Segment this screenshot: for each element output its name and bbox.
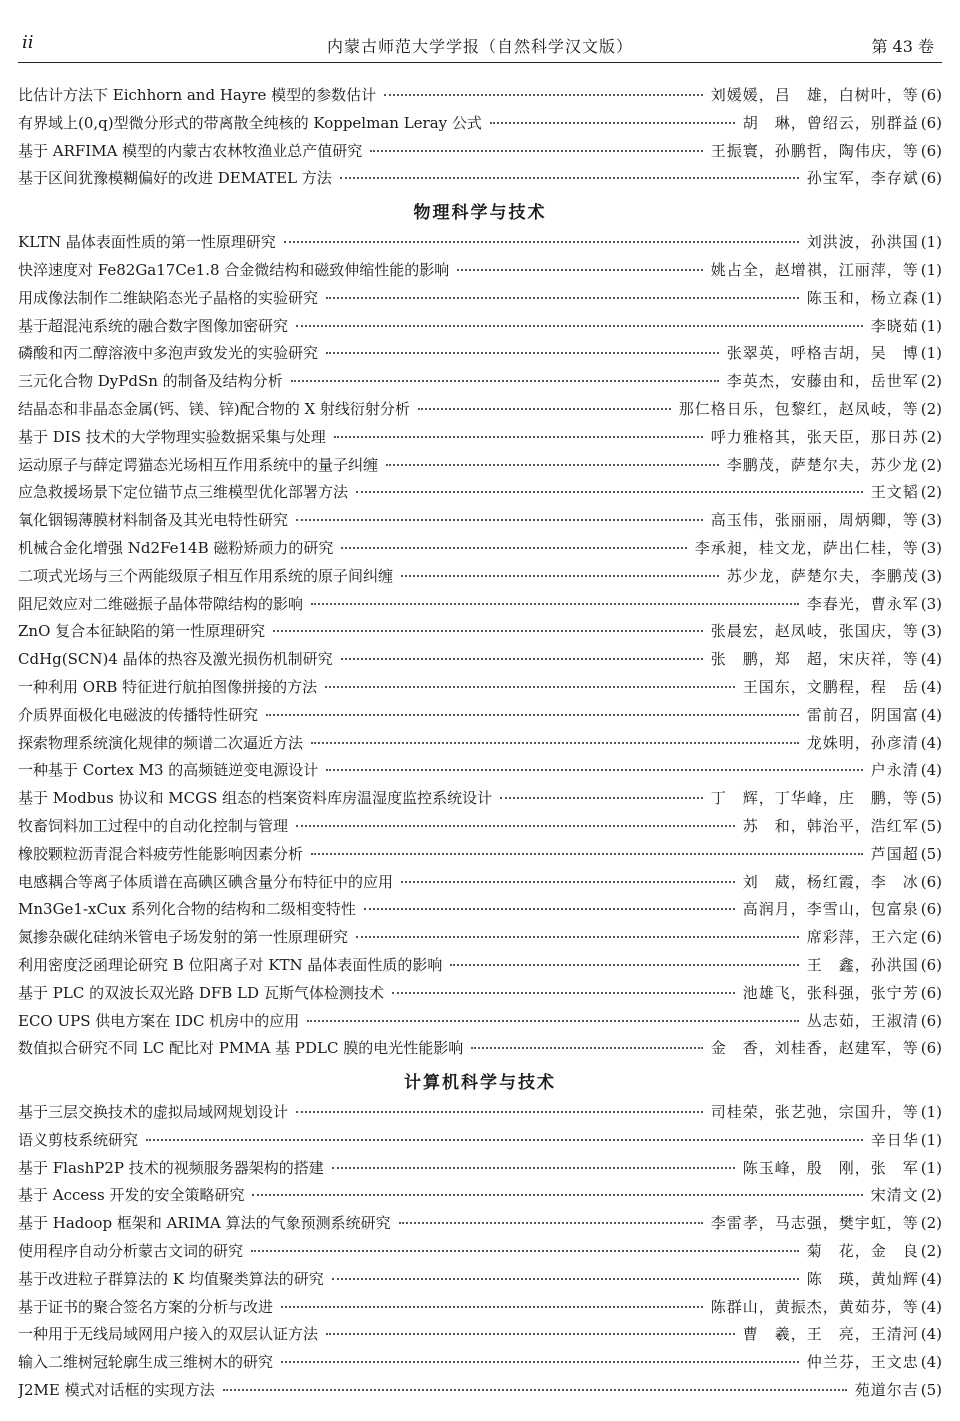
issue-number: (1)	[920, 344, 942, 363]
toc-entry[interactable]	[18, 287, 942, 315]
article-authors: 王文韬	[870, 483, 919, 502]
toc-entry[interactable]	[18, 454, 942, 482]
article-title: 用成像法制作二维缺陷态光子晶格的实验研究	[18, 288, 319, 307]
toc-entry[interactable]	[18, 342, 942, 370]
issue-number: (2)	[920, 1186, 942, 1205]
article-title: 基于三层交换技术的虚拟局域网规划设计	[18, 1103, 289, 1122]
article-title: 有界域上(0,q)型微分形式的带离散全纯核的 Koppelman Leray 公式	[18, 113, 482, 132]
issue-number: (6)	[920, 1039, 942, 1058]
issue-number: (2)	[920, 455, 942, 474]
dot-leader	[325, 686, 735, 688]
issue-number: (6)	[920, 928, 942, 947]
article-title: 基于改进粒子群算法的 K 均值聚类算法的研究	[18, 1269, 324, 1288]
article-authors: 苏 和，韩治平，浩红军	[742, 816, 919, 835]
dot-leader	[252, 1194, 862, 1196]
issue-number: (6)	[920, 141, 942, 160]
article-title: 应急救援场景下定位锚节点三维模型优化部署方法	[18, 483, 349, 502]
issue-number: (4)	[920, 677, 942, 696]
dot-leader	[370, 150, 703, 152]
dot-leader	[146, 1139, 863, 1141]
toc-entry[interactable]	[18, 787, 942, 815]
issue-number: (6)	[920, 983, 942, 1002]
article-title: 数值拟合研究不同 LC 配比对 PMMA 基 PDLC 膜的电光性能影响	[18, 1039, 464, 1058]
toc-entry[interactable]	[18, 1010, 942, 1038]
article-authors: 王振寰，孙鹏哲，陶伟庆，等	[710, 141, 919, 160]
article-authors: 李鹏茂，萨楚尔夫，苏少龙	[726, 455, 919, 474]
toc-entry[interactable]	[18, 1037, 942, 1065]
toc-entry[interactable]	[18, 1379, 942, 1407]
toc-entry[interactable]	[18, 1268, 942, 1296]
dot-leader	[326, 769, 862, 771]
article-title: 一种利用 ORB 特征进行航拍图像拼接的方法	[18, 677, 318, 696]
article-title: 基于 ARFIMA 模型的内蒙古农林牧渔业总产值研究	[18, 141, 363, 160]
toc-entry[interactable]	[18, 84, 942, 112]
toc-entry[interactable]	[18, 871, 942, 899]
article-title: 基于 FlashP2P 技术的视频服务器架构的搭建	[18, 1158, 324, 1177]
issue-number: (5)	[920, 1381, 942, 1400]
issue-number: (1)	[920, 233, 942, 252]
article-authors: 李晓茹	[870, 316, 919, 335]
toc-entry[interactable]	[18, 112, 942, 140]
article-title: 氮掺杂碳化硅纳米管电子场发射的第一性原理研究	[18, 928, 349, 947]
issue-number: (3)	[920, 622, 942, 641]
issue-number: (4)	[920, 761, 942, 780]
article-title: J2ME 模式对话框的实现方法	[18, 1381, 215, 1400]
toc-entry[interactable]	[18, 370, 942, 398]
dot-leader	[332, 1278, 799, 1280]
issue-number: (3)	[920, 594, 942, 613]
toc-entry[interactable]	[18, 167, 942, 195]
article-title: 介质界面极化电磁波的传播特性研究	[18, 705, 259, 724]
issue-number: (6)	[920, 955, 942, 974]
dot-leader	[266, 714, 799, 716]
issue-number: (1)	[920, 288, 942, 307]
article-title: 基于 DIS 技术的大学物理实验数据采集与处理	[18, 427, 326, 446]
dot-leader	[392, 992, 735, 994]
section-heading: 计算机科学与技术	[404, 1073, 556, 1094]
article-authors: 金 香，刘桂香，赵建军，等	[710, 1039, 919, 1058]
toc-entry[interactable]	[18, 1240, 942, 1268]
dot-leader	[457, 269, 702, 271]
article-title: 氧化铟锡薄膜材料制备及其光电特性研究	[18, 511, 289, 530]
toc-entry[interactable]	[18, 926, 942, 954]
toc-entry[interactable]	[18, 231, 942, 259]
article-title: 基于 PLC 的双波长双光路 DFB LD 瓦斯气体检测技术	[18, 983, 384, 1002]
article-authors: 胡 琳，曾绍云，别群益	[742, 113, 919, 132]
issue-number: (1)	[920, 1158, 942, 1177]
dot-leader	[326, 1333, 735, 1335]
dot-leader	[334, 436, 703, 438]
dot-leader	[401, 881, 735, 883]
article-authors: 刘 葳，杨红霞，李 冰	[742, 872, 919, 891]
volume-label: 第 43 卷	[871, 37, 934, 56]
dot-leader	[356, 491, 863, 493]
toc-entry[interactable]	[18, 1129, 942, 1157]
article-title: 基于区间犹豫模糊偏好的改进 DEMATEL 方法	[18, 169, 332, 188]
article-authors: 席彩萍，王六定	[806, 928, 919, 947]
dot-leader	[386, 464, 719, 466]
issue-number: (4)	[920, 1269, 942, 1288]
article-title: 输入二维树冠轮廓生成三维树木的研究	[18, 1353, 274, 1372]
article-authors: 刘洪波，孙洪国	[806, 233, 919, 252]
article-authors: 孙宝军，李存斌	[806, 169, 919, 188]
toc-entry[interactable]	[18, 1157, 942, 1185]
article-authors: 陈群山，黄振杰，黄茹芬，等	[710, 1297, 919, 1316]
article-authors: 高玉伟，张丽丽，周炳卿，等	[710, 511, 919, 530]
dot-leader	[500, 797, 703, 799]
dot-leader	[273, 630, 703, 632]
toc-entry[interactable]	[18, 1296, 942, 1324]
article-title: ECO UPS 供电方案在 IDC 机房中的应用	[18, 1011, 300, 1030]
article-authors: 陈 瑛，黄灿辉	[806, 1269, 919, 1288]
article-authors: 高润月，李雪山，包富泉	[742, 900, 919, 919]
issue-number: (5)	[920, 816, 942, 835]
article-title: KLTN 晶体表面性质的第一性原理研究	[18, 233, 276, 252]
article-authors: 芦国超	[870, 844, 919, 863]
toc-entry[interactable]	[18, 1184, 942, 1212]
article-authors: 宋清文	[870, 1186, 919, 1205]
toc-entry[interactable]	[18, 509, 942, 537]
dot-leader	[311, 853, 863, 855]
article-authors: 陈玉和，杨立森	[806, 288, 919, 307]
toc-entry[interactable]	[18, 537, 942, 565]
dot-leader	[364, 908, 735, 910]
issue-number: (5)	[920, 844, 942, 863]
dot-leader	[401, 575, 719, 577]
article-authors: 池雄飞，张科强，张宁芳	[742, 983, 919, 1002]
issue-number: (3)	[920, 566, 942, 585]
article-authors: 那仁格日乐，包黎红，赵凤岐，等	[678, 399, 919, 418]
dot-leader	[340, 177, 799, 179]
dot-leader	[251, 1250, 799, 1252]
dot-leader	[284, 241, 799, 243]
article-authors: 王 鑫，孙洪国	[806, 955, 919, 974]
dot-leader	[223, 1389, 847, 1391]
issue-number: (5)	[920, 789, 942, 808]
article-authors: 仲兰芬，王文忠	[806, 1353, 919, 1372]
dot-leader	[291, 380, 719, 382]
dot-leader	[296, 519, 703, 521]
issue-number: (6)	[920, 872, 942, 891]
dot-leader	[311, 603, 799, 605]
article-title: 运动原子与薛定谔猫态光场相互作用系统中的量子纠缠	[18, 455, 379, 474]
toc-entry[interactable]	[18, 481, 942, 509]
issue-number: (2)	[920, 399, 942, 418]
article-authors: 李春光，曹永军	[806, 594, 919, 613]
article-authors: 户永清	[870, 761, 919, 780]
issue-number: (1)	[920, 1103, 942, 1122]
article-authors: 李英杰，安藤由和，岳世军	[726, 372, 919, 391]
article-authors: 刘媛媛，吕 雄，白树叶，等	[710, 86, 919, 104]
toc-entry[interactable]	[18, 732, 942, 760]
toc-entry[interactable]	[18, 954, 942, 982]
issue-number: (1)	[920, 316, 942, 335]
article-authors: 李承昶，桂文龙，萨出仁桂，等	[694, 538, 919, 557]
toc-entry[interactable]	[18, 898, 942, 926]
issue-number: (3)	[920, 511, 942, 530]
article-title: 语义剪枝系统研究	[18, 1130, 139, 1149]
issue-number: (6)	[920, 900, 942, 919]
article-title: 机械合金化增强 Nd2Fe14B 磁粉矫顽力的研究	[18, 538, 334, 557]
article-authors: 苏少龙，萨楚尔夫，李鹏茂	[726, 566, 919, 585]
article-authors: 苑道尔吉	[854, 1381, 919, 1400]
article-title: 快淬速度对 Fe82Ga17Ce1.8 合金微结构和磁致伸缩性能的影响	[18, 260, 450, 279]
article-authors: 菊 花，金 良	[806, 1242, 919, 1261]
article-authors: 张晨宏，赵凤岐，张国庆，等	[710, 622, 919, 641]
issue-number: (4)	[920, 650, 942, 669]
issue-number: (6)	[920, 169, 942, 188]
article-title: 使用程序自动分析蒙古文词的研究	[18, 1242, 244, 1261]
article-title: 阻尼效应对二维磁振子晶体带隙结构的影响	[18, 594, 304, 613]
issue-number: (2)	[920, 483, 942, 502]
toc-entry[interactable]	[18, 759, 942, 787]
dot-leader	[281, 1361, 799, 1363]
running-header	[18, 24, 942, 63]
toc-entry[interactable]	[18, 676, 942, 704]
issue-number: (4)	[920, 705, 942, 724]
article-authors: 雷前召，阴国富	[806, 705, 919, 724]
article-title: 基于 Access 开发的安全策略研究	[18, 1186, 245, 1205]
dot-leader	[296, 1111, 703, 1113]
dot-leader	[281, 1306, 703, 1308]
issue-number: (4)	[920, 1325, 942, 1344]
dot-leader	[471, 1047, 702, 1049]
article-authors: 张翠英，呼格吉胡，吴 博	[726, 344, 919, 363]
article-authors: 张 鹏，郑 超，宋庆祥，等	[710, 650, 919, 669]
issue-number: (3)	[920, 538, 942, 557]
section-heading: 物理科学与技术	[413, 203, 547, 224]
page-number: ii	[22, 32, 34, 53]
article-title: 结晶态和非晶态金属(钙、镁、锌)配合物的 X 射线衍射分析	[18, 399, 410, 418]
toc-entry[interactable]	[18, 620, 942, 648]
article-title: 三元化合物 DyPdSn 的制备及结构分析	[18, 372, 283, 391]
article-title: ZnO 复合本征缺陷的第一性原理研究	[18, 622, 266, 641]
issue-number: (2)	[920, 372, 942, 391]
article-authors: 龙姝明，孙彦清	[806, 733, 919, 752]
issue-number: (2)	[920, 1214, 942, 1233]
dot-leader	[341, 547, 686, 549]
issue-number: (1)	[920, 1130, 942, 1149]
dot-leader	[490, 122, 735, 124]
dot-leader	[311, 742, 799, 744]
article-title: Mn3Ge1-xCux 系列化合物的结构和二级相变特性	[18, 900, 356, 919]
article-title: 牧畜饲料加工过程中的自动化控制与管理	[18, 816, 289, 835]
article-title: 基于证书的聚合签名方案的分析与改进	[18, 1297, 274, 1316]
dot-leader	[326, 352, 719, 354]
article-authors: 丛志茹，王淑清	[806, 1011, 919, 1030]
article-title: 比估计方法下 Eichhorn and Hayre 模型的参数估计	[18, 86, 377, 104]
toc-entry[interactable]	[18, 704, 942, 732]
dot-leader	[418, 408, 671, 410]
toc-entry[interactable]	[18, 593, 942, 621]
issue-number: (6)	[920, 1011, 942, 1030]
toc-entry[interactable]	[18, 398, 942, 426]
article-title: 磷酸和丙二醇溶液中多泡声致发光的实验研究	[18, 344, 319, 363]
article-authors: 呼力雅格其，张天臣，那日苏	[710, 427, 919, 446]
article-authors: 曹 羲，王 亮，王清河	[742, 1325, 919, 1344]
toc-entry[interactable]	[18, 982, 942, 1010]
dot-leader	[296, 825, 735, 827]
article-title: CdHg(SCN)4 晶体的热容及激光损伤机制研究	[18, 650, 333, 669]
dot-leader	[356, 936, 799, 938]
article-title: 一种基于 Cortex M3 的高频链逆变电源设计	[18, 761, 319, 780]
article-authors: 陈玉峰，殷 刚，张 军	[742, 1158, 919, 1177]
dot-leader	[399, 1222, 703, 1224]
issue-number: (4)	[920, 1353, 942, 1372]
article-title: 橡胶颗粒沥青混合料疲劳性能影响因素分析	[18, 844, 304, 863]
article-title: 基于超混沌系统的融合数字图像加密研究	[18, 316, 289, 335]
issue-number: (2)	[920, 1242, 942, 1261]
journal-title: 内蒙古师范大学学报（自然科学汉文版）	[326, 37, 633, 56]
article-title: 一种用于无线局域网用户接入的双层认证方法	[18, 1325, 319, 1344]
article-authors: 司桂荣，张艺弛，宗国升，等	[710, 1103, 919, 1122]
toc-entry[interactable]	[18, 259, 942, 287]
article-title: 利用密度泛函理论研究 B 位阳离子对 KTN 晶体表面性质的影响	[18, 955, 443, 974]
issue-number: (1)	[920, 260, 942, 279]
article-title: 二项式光场与三个两能级原子相互作用系统的原子间纠缠	[18, 566, 394, 585]
toc-entry[interactable]	[18, 140, 942, 168]
issue-number: (6)	[920, 113, 942, 132]
issue-number: (4)	[920, 733, 942, 752]
toc-entry[interactable]	[18, 815, 942, 843]
dot-leader	[296, 325, 863, 327]
toc-entry[interactable]	[18, 1101, 942, 1129]
toc-entry[interactable]	[18, 1323, 942, 1351]
toc-entry[interactable]	[18, 648, 942, 676]
article-authors: 李雷孝，马志强，樊宇虹，等	[710, 1214, 919, 1233]
article-title: 基于 Hadoop 框架和 ARIMA 算法的气象预测系统研究	[18, 1214, 391, 1233]
toc-entry[interactable]	[18, 315, 942, 343]
toc-entry[interactable]	[18, 426, 942, 454]
dot-leader	[326, 297, 799, 299]
toc-entry[interactable]	[18, 1212, 942, 1240]
dot-leader	[307, 1020, 798, 1022]
article-title: 探索物理系统演化规律的频谱二次逼近方法	[18, 733, 304, 752]
dot-leader	[450, 964, 798, 966]
article-title: 电感耦合等离子体质谱在高碘区碘含量分布特征中的应用	[18, 872, 394, 891]
article-title: 基于 Modbus 协议和 MCGS 组态的档案资料库房温湿度监控系统设计	[18, 789, 493, 808]
table-of-contents	[18, 84, 942, 1407]
dot-leader	[332, 1167, 735, 1169]
article-authors: 王国东，文鹏程，程 岳	[742, 677, 919, 696]
article-authors: 丁 辉，丁华峰，庄 鹏，等	[710, 789, 919, 808]
article-authors: 姚占全，赵增祺，江丽萍，等	[710, 260, 919, 279]
issue-number: (6)	[920, 86, 942, 104]
issue-number: (4)	[920, 1297, 942, 1316]
dot-leader	[341, 658, 703, 660]
toc-entry[interactable]	[18, 1351, 942, 1379]
toc-entry[interactable]	[18, 565, 942, 593]
dot-leader	[384, 94, 703, 96]
issue-number: (2)	[920, 427, 942, 446]
article-authors: 辛日华	[870, 1130, 919, 1149]
toc-entry[interactable]	[18, 843, 942, 871]
